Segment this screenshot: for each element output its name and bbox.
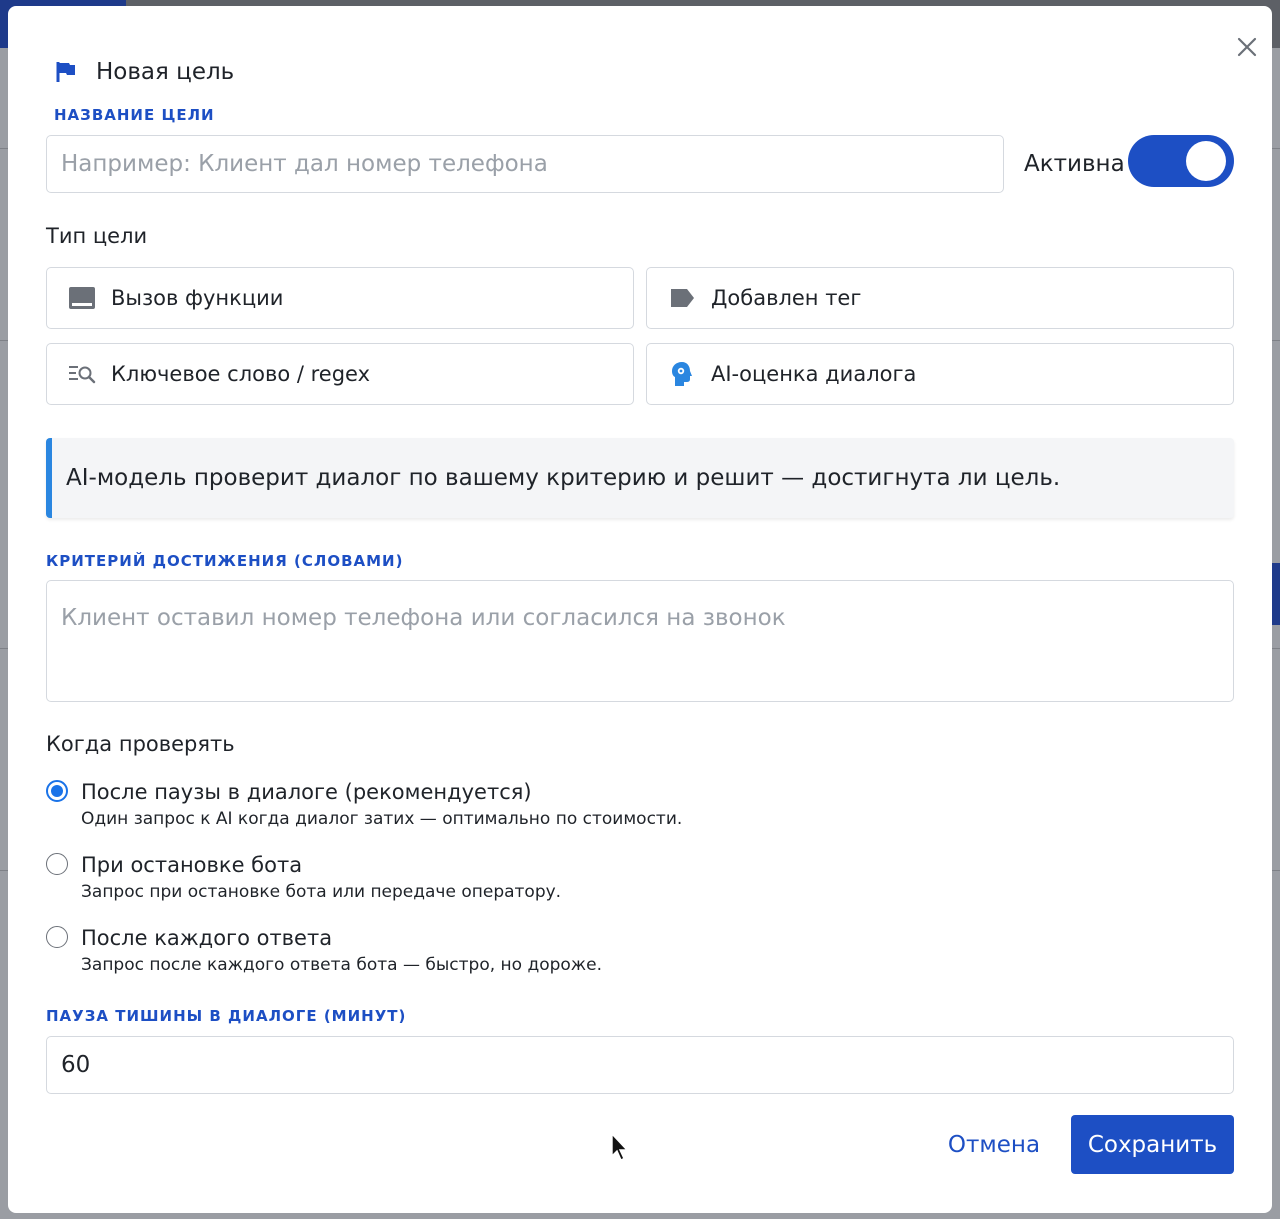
keyword-search-icon [68,363,96,385]
mouse-cursor-icon [610,1132,630,1162]
function-window-icon [68,286,96,310]
radio-option-after-pause[interactable] [46,779,682,829]
radio-option-description: Один запрос к AI когда диалог затих — оптимально по стоимости. [81,809,683,829]
new-goal-dialog [8,6,1272,1213]
criterion-textarea[interactable] [46,580,1234,702]
type-option-tag-added[interactable] [646,267,1234,329]
type-option-ai-evaluation[interactable] [646,343,1234,405]
radio-option-every-reply[interactable] [46,925,602,975]
criterion-label: КРИТЕРИЙ ДОСТИЖЕНИЯ (СЛОВАМИ) [46,552,404,570]
type-option-label: Добавлен тег [711,286,862,310]
pause-minutes-input[interactable] [46,1036,1234,1094]
toggle-knob [1186,141,1226,181]
close-icon [1237,37,1257,57]
type-option-label: Ключевое слово / regex [111,362,371,386]
radio-option-description: Запрос при остановке бота или передаче оператору. [81,882,562,902]
radio-option-title: При остановке бота [81,853,303,877]
type-option-function-call[interactable] [46,267,634,329]
ai-info-callout [46,438,1234,518]
ai-head-icon [670,361,694,387]
close-button[interactable] [1230,30,1264,64]
radio-button[interactable] [46,853,68,875]
tag-icon [669,288,695,308]
save-button[interactable]: Сохранить [1071,1115,1234,1174]
goal-name-label: НАЗВАНИЕ ЦЕЛИ [54,106,215,124]
radio-option-description: Запрос после каждого ответа бота — быстро, но дороже. [81,955,602,975]
radio-option-title: После паузы в диалоге (рекомендуется) [81,780,532,804]
dialog-title: Новая цель [96,59,235,85]
active-label: Активна [1024,151,1125,177]
radio-option-bot-stop[interactable] [46,852,561,902]
when-check-label: Когда проверять [46,732,235,756]
active-toggle[interactable] [1128,135,1234,187]
pause-label: ПАУЗА ТИШИНЫ В ДИАЛОГЕ (МИНУТ) [46,1007,407,1025]
type-option-keyword-regex[interactable] [46,343,634,405]
ai-info-text: AI-модель проверит диалог по вашему критерию и решит — достигнута ли цель. [66,465,1061,491]
goal-name-input[interactable] [46,135,1004,193]
goal-type-label: Тип цели [46,224,148,248]
dialog-header [54,52,234,92]
cancel-button[interactable]: Отмена [934,1116,1054,1174]
flag-icon [54,60,78,84]
radio-option-title: После каждого ответа [81,926,333,950]
radio-button[interactable] [46,926,68,948]
type-option-label: Вызов функции [111,286,284,310]
radio-button[interactable] [46,780,68,802]
type-option-label: AI-оценка диалога [711,362,917,386]
